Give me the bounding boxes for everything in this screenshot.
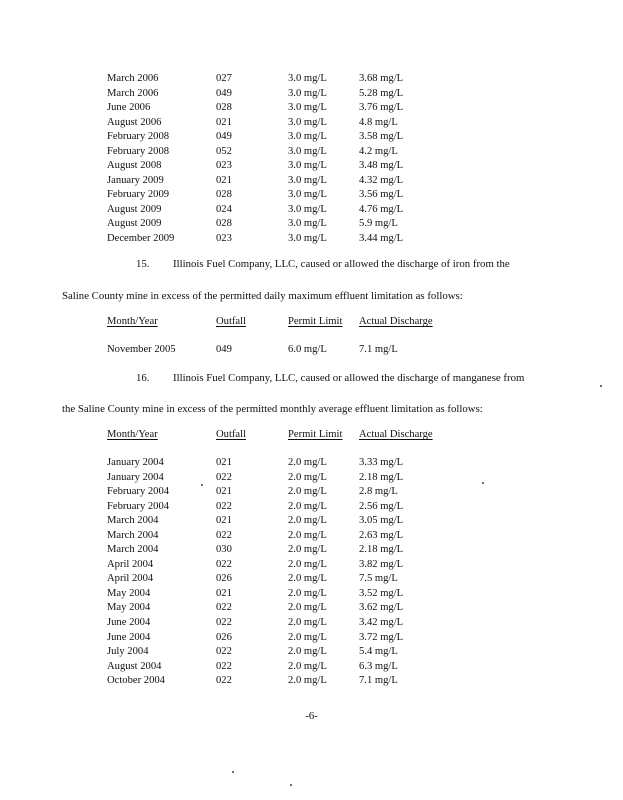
actual-discharge-cell: 5.28 mg/L: [359, 87, 404, 99]
scan-speck: [201, 484, 203, 486]
table-header-row: [0, 428, 623, 443]
outfall-cell: 026: [216, 573, 232, 585]
paragraph-number: 16.: [136, 372, 150, 384]
outfall-cell: 022: [216, 602, 232, 614]
table-row: [0, 543, 623, 558]
table-row: [0, 471, 623, 486]
outfall-cell: 049: [216, 344, 232, 355]
table-row: [0, 87, 623, 102]
actual-discharge-cell: 3.48 mg/L: [359, 160, 404, 172]
table-row: [0, 116, 623, 131]
permit-limit-cell: 2.0 mg/L: [288, 573, 327, 585]
actual-discharge-cell: 4.8 mg/L: [359, 116, 398, 128]
permit-limit-cell: 6.0 mg/L: [288, 344, 327, 355]
outfall-cell: 022: [216, 500, 232, 512]
iron-discharge-rows: [0, 343, 623, 358]
permit-limit-cell: 3.0 mg/L: [288, 116, 327, 128]
actual-discharge-cell: 2.8 mg/L: [359, 486, 398, 498]
permit-limit-cell: 2.0 mg/L: [288, 558, 327, 570]
month-year-cell: May 2004: [107, 602, 151, 614]
actual-discharge-cell: 4.2 mg/L: [359, 145, 398, 157]
actual-discharge-cell: 2.18 mg/L: [359, 471, 404, 483]
actual-discharge-cell: 7.5 mg/L: [359, 573, 398, 585]
table-row: [0, 601, 623, 616]
month-year-cell: January 2009: [107, 174, 164, 186]
actual-discharge-cell: 3.62 mg/L: [359, 602, 404, 614]
paragraph-second-line: Saline County mine in excess of the permitted daily maximum effluent limitation as follows:: [62, 290, 463, 302]
actual-discharge-cell: 6.3 mg/L: [359, 660, 398, 672]
table-row: [0, 101, 623, 116]
outfall-cell: 026: [216, 631, 232, 643]
actual-discharge-cell: 3.82 mg/L: [359, 558, 404, 570]
month-year-cell: April 2004: [107, 558, 154, 570]
table-row: [0, 72, 623, 87]
table-row: [0, 616, 623, 631]
month-year-cell: March 2004: [107, 515, 159, 527]
outfall-cell: 022: [216, 646, 232, 658]
permit-limit-cell: 2.0 mg/L: [288, 544, 327, 556]
outfall-cell: 021: [216, 486, 232, 498]
actual-discharge-cell: 3.72 mg/L: [359, 631, 404, 643]
iron-discharge-table: [0, 315, 623, 330]
header-permit-limit: Permit Limit: [288, 429, 343, 440]
month-year-cell: June 2004: [107, 631, 151, 643]
table-row: [0, 631, 623, 646]
month-year-cell: October 2004: [107, 675, 165, 687]
table-row: [0, 217, 623, 232]
paragraph-first-line: Illinois Fuel Company, LLC, caused or allowed the discharge of iron from the: [173, 258, 510, 270]
scan-speck: [290, 784, 292, 786]
header-outfall: Outfall: [216, 429, 247, 440]
permit-limit-cell: 2.0 mg/L: [288, 471, 327, 483]
outfall-cell: 028: [216, 218, 232, 230]
table-row: [0, 130, 623, 145]
outfall-cell: 028: [216, 102, 232, 114]
actual-discharge-cell: 7.1 mg/L: [359, 675, 398, 687]
table-row: [0, 674, 623, 689]
table-row: [0, 485, 623, 500]
actual-discharge-cell: 3.68 mg/L: [359, 73, 404, 84]
outfall-cell: 021: [216, 587, 232, 599]
outfall-cell: 027: [216, 73, 232, 84]
month-year-cell: August 2006: [107, 116, 162, 128]
actual-discharge-cell: 4.76 mg/L: [359, 203, 404, 215]
permit-limit-cell: 2.0 mg/L: [288, 602, 327, 614]
outfall-cell: 023: [216, 233, 232, 245]
month-year-cell: June 2004: [107, 617, 151, 629]
table-row: [0, 343, 623, 358]
permit-limit-cell: 3.0 mg/L: [288, 73, 327, 84]
permit-limit-cell: 3.0 mg/L: [288, 145, 327, 157]
table-row: [0, 572, 623, 587]
permit-limit-cell: 2.0 mg/L: [288, 675, 327, 687]
permit-limit-cell: 3.0 mg/L: [288, 189, 327, 201]
page-number: -6-: [305, 711, 318, 722]
header-permit-limit: Permit Limit: [288, 316, 343, 327]
month-year-cell: August 2008: [107, 160, 162, 172]
month-year-cell: May 2004: [107, 587, 151, 599]
actual-discharge-cell: 4.32 mg/L: [359, 174, 404, 186]
paragraph-first-line: Illinois Fuel Company, LLC, caused or allowed the discharge of manganese from: [173, 372, 525, 384]
table-row: [0, 645, 623, 660]
permit-limit-cell: 3.0 mg/L: [288, 131, 327, 143]
table-row: [0, 174, 623, 189]
permit-limit-cell: 3.0 mg/L: [288, 233, 327, 245]
permit-limit-cell: 3.0 mg/L: [288, 218, 327, 230]
month-year-cell: April 2004: [107, 573, 154, 585]
actual-discharge-cell: 3.05 mg/L: [359, 515, 404, 527]
month-year-cell: June 2006: [107, 102, 151, 114]
actual-discharge-cell: 3.56 mg/L: [359, 189, 404, 201]
month-year-cell: February 2004: [107, 500, 170, 512]
actual-discharge-cell: 2.63 mg/L: [359, 529, 404, 541]
scan-speck: [232, 771, 234, 773]
permit-limit-cell: 2.0 mg/L: [288, 660, 327, 672]
permit-limit-cell: 3.0 mg/L: [288, 87, 327, 99]
outfall-cell: 022: [216, 675, 232, 687]
outfall-cell: 021: [216, 515, 232, 527]
paragraph-second-line: the Saline County mine in excess of the permitted monthly average effluent limitation as follows:: [62, 403, 483, 415]
month-year-cell: January 2004: [107, 457, 164, 468]
table-row: [0, 188, 623, 203]
month-year-cell: March 2004: [107, 544, 159, 556]
table-row: [0, 587, 623, 602]
month-year-cell: February 2008: [107, 131, 170, 143]
outfall-cell: 028: [216, 189, 232, 201]
outfall-cell: 022: [216, 660, 232, 672]
table-row: [0, 558, 623, 573]
month-year-cell: August 2009: [107, 218, 162, 230]
permit-limit-cell: 3.0 mg/L: [288, 203, 327, 215]
actual-discharge-cell: 3.33 mg/L: [359, 457, 404, 468]
permit-limit-cell: 3.0 mg/L: [288, 160, 327, 172]
header-month-year: Month/Year: [107, 316, 158, 327]
actual-discharge-cell: 3.76 mg/L: [359, 102, 404, 114]
permit-limit-cell: 2.0 mg/L: [288, 486, 327, 498]
table-row: [0, 159, 623, 174]
permit-limit-cell: 2.0 mg/L: [288, 617, 327, 629]
outfall-cell: 022: [216, 617, 232, 629]
month-year-cell: November 2005: [107, 344, 176, 355]
month-year-cell: July 2004: [107, 646, 149, 658]
table-row: [0, 203, 623, 218]
outfall-cell: 049: [216, 87, 232, 99]
outfall-cell: 023: [216, 160, 232, 172]
header-actual-discharge: Actual Discharge: [359, 316, 433, 327]
outfall-cell: 049: [216, 131, 232, 143]
permit-limit-cell: 2.0 mg/L: [288, 500, 327, 512]
month-year-cell: February 2009: [107, 189, 170, 201]
permit-limit-cell: 3.0 mg/L: [288, 102, 327, 114]
month-year-cell: March 2004: [107, 529, 159, 541]
actual-discharge-cell: 2.18 mg/L: [359, 544, 404, 556]
header-month-year: Month/Year: [107, 429, 158, 440]
actual-discharge-cell: 3.52 mg/L: [359, 587, 404, 599]
permit-limit-cell: 2.0 mg/L: [288, 631, 327, 643]
actual-discharge-cell: 7.1 mg/L: [359, 344, 398, 355]
permit-limit-cell: 3.0 mg/L: [288, 174, 327, 186]
outfall-cell: 024: [216, 203, 232, 215]
manganese-discharge-rows: [0, 456, 623, 689]
month-year-cell: February 2004: [107, 486, 170, 498]
actual-discharge-cell: 3.44 mg/L: [359, 233, 404, 245]
month-year-cell: March 2006: [107, 87, 159, 99]
actual-discharge-cell: 3.58 mg/L: [359, 131, 404, 143]
table-row: [0, 529, 623, 544]
outfall-cell: 021: [216, 457, 232, 468]
outfall-cell: 052: [216, 145, 232, 157]
permit-limit-cell: 2.0 mg/L: [288, 457, 327, 468]
permit-limit-cell: 2.0 mg/L: [288, 646, 327, 658]
table-row: [0, 500, 623, 515]
month-year-cell: August 2004: [107, 660, 162, 672]
actual-discharge-cell: 5.9 mg/L: [359, 218, 398, 230]
actual-discharge-cell: 3.42 mg/L: [359, 617, 404, 629]
month-year-cell: February 2008: [107, 145, 170, 157]
paragraph-number: 15.: [136, 258, 150, 270]
month-year-cell: August 2009: [107, 203, 162, 215]
table-row: [0, 660, 623, 675]
table-row: [0, 145, 623, 160]
table-row: [0, 456, 623, 471]
month-year-cell: December 2009: [107, 233, 175, 245]
outfall-cell: 022: [216, 529, 232, 541]
permit-limit-cell: 2.0 mg/L: [288, 529, 327, 541]
permit-limit-cell: 2.0 mg/L: [288, 587, 327, 599]
header-outfall: Outfall: [216, 316, 247, 327]
actual-discharge-cell: 5.4 mg/L: [359, 646, 398, 658]
scan-speck: [600, 385, 602, 387]
month-year-cell: March 2006: [107, 73, 159, 84]
table-row: [0, 514, 623, 529]
outfall-cell: 022: [216, 471, 232, 483]
header-actual-discharge: Actual Discharge: [359, 429, 433, 440]
scan-speck: [482, 482, 484, 484]
outfall-cell: 030: [216, 544, 232, 556]
table-header-row: [0, 315, 623, 330]
permit-limit-cell: 2.0 mg/L: [288, 515, 327, 527]
table-row: [0, 232, 623, 247]
manganese-discharge-table: [0, 428, 623, 443]
outfall-cell: 021: [216, 116, 232, 128]
month-year-cell: January 2004: [107, 471, 164, 483]
actual-discharge-cell: 2.56 mg/L: [359, 500, 404, 512]
outfall-cell: 021: [216, 174, 232, 186]
outfall-cell: 022: [216, 558, 232, 570]
discharge-table-continued: [0, 72, 623, 247]
